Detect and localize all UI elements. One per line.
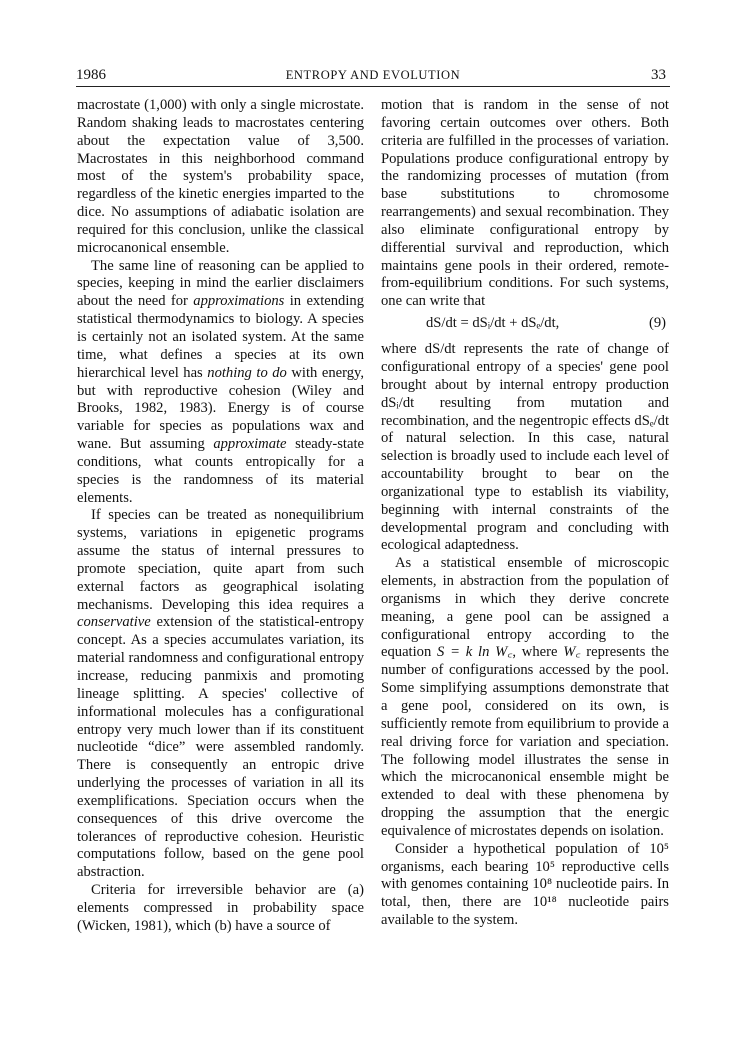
equation-9 xyxy=(381,313,669,337)
text-run: The same line of reasoning can be applied to species, keeping in mind the earlier disclaimers about the need for xyxy=(77,257,364,310)
text-run: in extending statistical thermodynamics to biology. A species is certainly not an isolated system. At the same time, what defines a species at its own hierarchical level has xyxy=(77,293,364,381)
text-run: As a statistical ensemble of microscopic elements, in abstraction from the population of organisms in which they derive concrete meaning, a gene pool can be assigned a configurational entropy according to the equation xyxy=(381,555,669,661)
inline-equation: S = k ln W꜀ xyxy=(437,644,513,661)
emphasis: conservative xyxy=(77,614,151,631)
text-run: with energy, but with reproductive cohesion (Wiley and Brooks, 1982, 1983). Energy is of course variable for species as populations wax and wane. But assuming xyxy=(77,364,364,453)
left-column xyxy=(77,97,364,936)
inline-variable: W꜀ xyxy=(563,644,581,661)
header-rule xyxy=(76,86,670,87)
equation-expression: dS/dt = dSᵢ/dt + dSₑ/dt, xyxy=(426,315,560,332)
page-number: 33 xyxy=(651,67,666,83)
paragraph xyxy=(77,507,364,882)
paragraph: Criteria for irreversible behavior are (a) elements compressed in probability space (Wicken, 1981), which (b) have a source of xyxy=(77,882,364,934)
text-run: , where xyxy=(512,644,564,661)
right-column xyxy=(381,97,669,930)
paragraph: motion that is random in the sense of not favoring certain outcomes over others. Both criteria are fulfilled in the processes of variation. Populations produce configurational entropy by the randomizing processes of mutation (from base substitutions to chromosome rearrangements) and sexual recombination. They also eliminate configurational entropy by differential survival and reproduction, which maintains gene pools in their ordered, remote-from-equilibrium conditions. For such systems, one can write that xyxy=(381,97,669,310)
paragraph xyxy=(77,258,364,508)
emphasis: approximations xyxy=(193,293,285,310)
text-run: extension of the statistical-entropy concept. As a species accumulates variation, its material randomness and configurational entropy increase, reducing panmixis and promoting lineage splitting. A species' collective of informational molecules has a configurational entropy very much lower than if its constituent nucleotide “dice” were assembled randomly. There is consequently an entropic drive underlying the processes of variation in all its exemplifications. Speciation occurs when the consequences of this drive overcome the tolerances of reproductive cohesion. Heuristic computations follow, based on the gene pool abstraction. xyxy=(77,614,364,881)
paragraph: where dS/dt represents the rate of change of configurational entropy of a species' gene pool brought about by internal entropy production dSᵢ/dt resulting from mutation and recombination, and the negentropic effects dSₑ/dt of natural selection. In this case, natural selection is broadly used to include each level of accountability brought to bear on the organizational type to establish its viability, beginning with internal constraints of the developmental program and concluding with ecological adaptedness. xyxy=(381,341,669,554)
equation-number: (9) xyxy=(648,315,666,332)
paragraph: macrostate (1,000) with only a single microstate. Random shaking leads to macrostates centering about the expectation value of 3,500. Macrostates in this neighborhood command most of the system's probability space, regardless of the kinetic energies imparted to the dice. No assumptions of adiabatic isolation are required for this conclusion, unlike the classical microcanonical ensemble. xyxy=(77,97,364,256)
text-run: If species can be treated as nonequilibrium systems, variations in epigenetic programs assume the status of internal pressures to promote speciation, quite apart from such external factors as geographical isolating mechanisms. Developing this idea requires a xyxy=(77,507,364,613)
journal-year: 1986 xyxy=(76,67,106,83)
paragraph xyxy=(381,555,669,841)
text-run: represents the number of configurations accessed by the pool. Some simplifying assumptions demonstrate that a gene pool, considered on its own, is sufficiently remote from equilibrium to provide a real driving force for variation and speciation. The following model illustrates the sense in which the microcanonical ensemble might be extended to deal with these phenomena by dropping the assumption that the energic equivalence of microstates depends on isolation. xyxy=(381,644,670,839)
text-run: steady-state conditions, what counts entropically for a species is the randomness of its material elements. xyxy=(77,436,364,506)
emphasis: approximate xyxy=(213,436,287,453)
paragraph: Consider a hypothetical population of 10⁵ organisms, each bearing 10⁵ reproductive cells with genomes containing 10⁸ nucleotide pairs. In total, then, there are 10¹⁸ nucleotide pairs available to the system. xyxy=(381,840,669,929)
emphasis: nothing to do xyxy=(207,364,287,381)
running-title: ENTROPY AND EVOLUTION xyxy=(285,68,461,82)
